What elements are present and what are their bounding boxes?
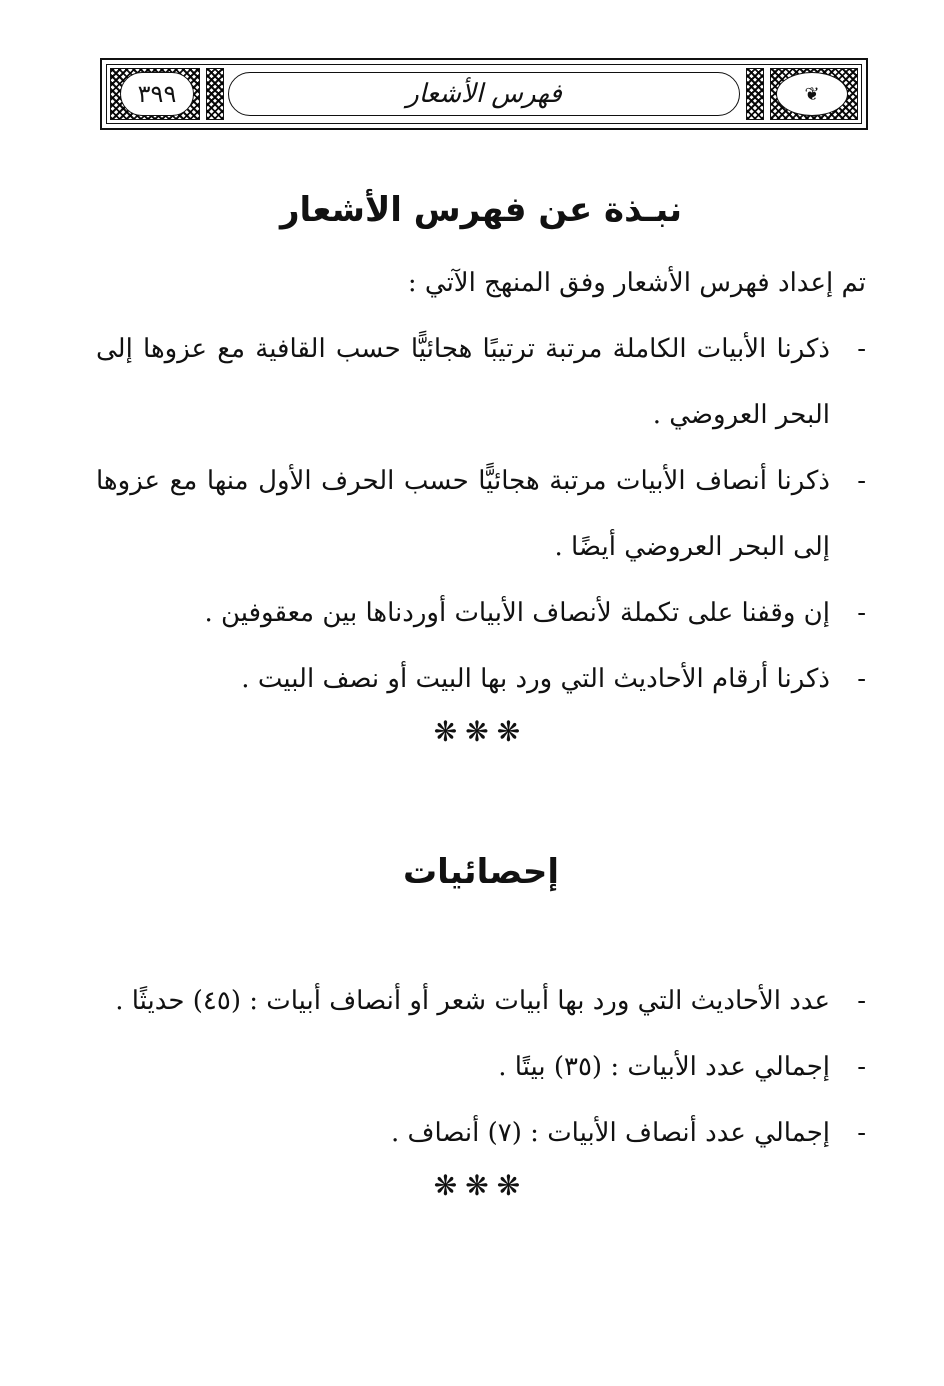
- list-marker: -: [857, 598, 866, 628]
- list-marker: -: [857, 1052, 866, 1082]
- list-item-text: ذكرنا أنصاف الأبيات مرتبة هجائيًّا حسب الحرف الأول منها مع عزوها إلى البحر العروضي أيضًا .: [96, 466, 830, 562]
- calligraphy-logo-icon: ❦: [804, 83, 820, 105]
- intro-paragraph: تم إعداد فهرس الأشعار وفق المنهج الآتي :: [407, 268, 866, 298]
- list-marker: -: [857, 1118, 866, 1148]
- list-marker: -: [857, 466, 866, 496]
- list-item-text: إن وقفنا على تكملة لأنصاف الأبيات أوردناها بين معقوفين .: [204, 598, 830, 628]
- list-item-text: عدد الأحاديث التي ورد بها أبيات شعر أو أنصاف أبيات : (٤٥) حديثًا .: [115, 986, 830, 1016]
- section-separator: ❋❋❋: [433, 715, 529, 748]
- section-title-statistics: إحصائيات: [402, 852, 559, 892]
- list-item-text: إجمالي عدد أنصاف الأبيات : (٧) أنصاف .: [390, 1118, 830, 1148]
- header-ornament-right-inner: [746, 68, 764, 120]
- page-header: [100, 58, 868, 130]
- running-title-cartouche: [228, 72, 740, 116]
- list-item: [96, 646, 866, 712]
- publisher-logo: [776, 72, 848, 116]
- list-item: [96, 448, 866, 580]
- list-item: [96, 968, 866, 1034]
- page-number-cartouche: [120, 72, 194, 116]
- list-item: [96, 1034, 866, 1100]
- section-title-poetry-index: نبـذة عن فهرس الأشعار: [279, 190, 683, 230]
- list-marker: -: [857, 334, 866, 364]
- list-item-text: إجمالي عدد الأبيات : (٣٥) بيتًا .: [498, 1052, 830, 1082]
- list-item: [96, 316, 866, 448]
- page-number: ٣٩٩: [137, 80, 177, 108]
- list-item-text: ذكرنا أرقام الأحاديث التي ورد بها البيت أو نصف البيت .: [241, 664, 830, 694]
- list-marker: -: [857, 664, 866, 694]
- header-ornament-left-inner: [206, 68, 224, 120]
- section-separator: ❋❋❋: [433, 1169, 529, 1202]
- running-title: فهرس الأشعار: [406, 79, 562, 109]
- list-item: [96, 580, 866, 646]
- list-marker: -: [857, 986, 866, 1016]
- list-item: [96, 1100, 866, 1166]
- list-item-text: ذكرنا الأبيات الكاملة مرتبة ترتيبًا هجائيًّا حسب القافية مع عزوها إلى البحر العروضي .: [96, 334, 830, 430]
- page-content: [96, 170, 866, 1206]
